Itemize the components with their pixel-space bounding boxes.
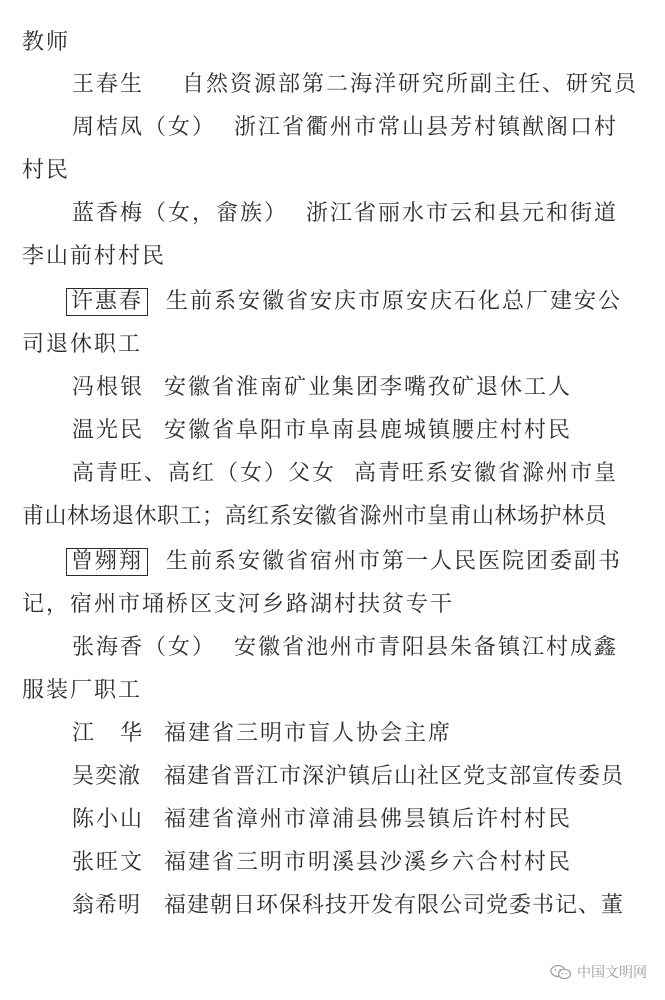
line-text: 教师: [22, 30, 71, 55]
honoree-entry: [0, 70, 665, 100]
honoree-entry: [0, 762, 665, 792]
honoree-description: 福建省漳州市漳浦县佛昙镇后许村村民: [164, 807, 573, 832]
honoree-description-cont: 甫山林场退休职工；高红系安徽省滁州市皇甫山林场护林员: [22, 504, 608, 529]
text-line: [0, 330, 665, 360]
text-line: [0, 676, 665, 706]
honoree-entry: [0, 719, 665, 749]
honoree-entry: [0, 805, 665, 835]
text-line: [0, 156, 665, 186]
boxed-honoree-name: 曾翙翔: [66, 548, 148, 576]
honoree-description: 浙江省衢州市常山县芳村镇猷阁口村: [234, 115, 619, 140]
honoree-description: 福建朝日环保科技开发有限公司党委书记、董: [164, 893, 625, 918]
text-line: [0, 242, 665, 272]
text-line: [0, 502, 665, 532]
honoree-entry: [0, 199, 665, 229]
honoree-name: 周桔凤（女）: [72, 115, 217, 140]
honoree-description-cont: 李山前村村民: [22, 244, 167, 269]
honoree-entry: [0, 113, 665, 143]
honoree-name: 蓝香梅（女，畲族）: [72, 201, 289, 226]
watermark: [550, 962, 647, 982]
honoree-entry: [0, 848, 665, 878]
watermark-text: 中国文明网: [577, 965, 647, 981]
honoree-name: 陈小山: [72, 807, 145, 832]
honoree-name: 高青旺、高红（女）父女: [72, 461, 337, 486]
honoree-description: 福建省三明市盲人协会主席: [164, 721, 453, 746]
honoree-description-cont: 司退休职工: [22, 332, 143, 357]
text-line: [0, 28, 665, 58]
honoree-entry: [0, 459, 665, 489]
honoree-description-cont: 服装厂职工: [22, 678, 143, 703]
honoree-entry: [0, 416, 665, 446]
honoree-name: 张旺文: [72, 850, 145, 875]
honoree-entry: [0, 547, 665, 577]
honoree-entry: [0, 287, 665, 317]
honoree-description: 生前系安徽省安庆市原安庆石化总厂建安公: [166, 289, 623, 314]
honoree-entry: [0, 633, 665, 663]
honoree-description: 福建省三明市明溪县沙溪乡六合村村民: [164, 850, 573, 875]
honoree-description: 安徽省阜阳市阜南县鹿城镇腰庄村村民: [164, 418, 573, 443]
honoree-name: 吴奕澈: [72, 764, 142, 789]
honoree-description: 高青旺系安徽省滁州市皇: [354, 461, 619, 486]
honoree-description: 生前系安徽省宿州市第一人民医院团委副书: [166, 549, 623, 574]
honoree-name: 张海香（女）: [72, 635, 217, 660]
wechat-icon: [550, 964, 572, 980]
honoree-description: 自然资源部第二海洋研究所副主任、研究员: [182, 72, 639, 97]
honoree-name: 翁希明: [72, 893, 142, 918]
honoree-description: 福建省晋江市深沪镇后山社区党支部宣传委员: [164, 764, 625, 789]
boxed-honoree-name: 许惠春: [66, 288, 148, 316]
honoree-entry: [0, 891, 665, 921]
honoree-name: 冯根银: [72, 375, 145, 400]
honoree-entry: [0, 373, 665, 403]
honoree-name: 江 华: [72, 721, 145, 746]
honoree-name: 温光民: [72, 418, 145, 443]
honoree-description-cont: 记，宿州市埇桥区支河乡路湖村扶贫专干: [22, 592, 455, 617]
honoree-description: 浙江省丽水市云和县元和街道: [306, 201, 619, 226]
honoree-description: 安徽省池州市青阳县朱备镇江村成鑫: [234, 635, 619, 660]
honoree-description-cont: 村民: [22, 158, 71, 183]
text-line: [0, 590, 665, 620]
honoree-name: 王春生: [72, 72, 145, 97]
honoree-description: 安徽省淮南矿业集团李嘴孜矿退休工人: [164, 375, 573, 400]
